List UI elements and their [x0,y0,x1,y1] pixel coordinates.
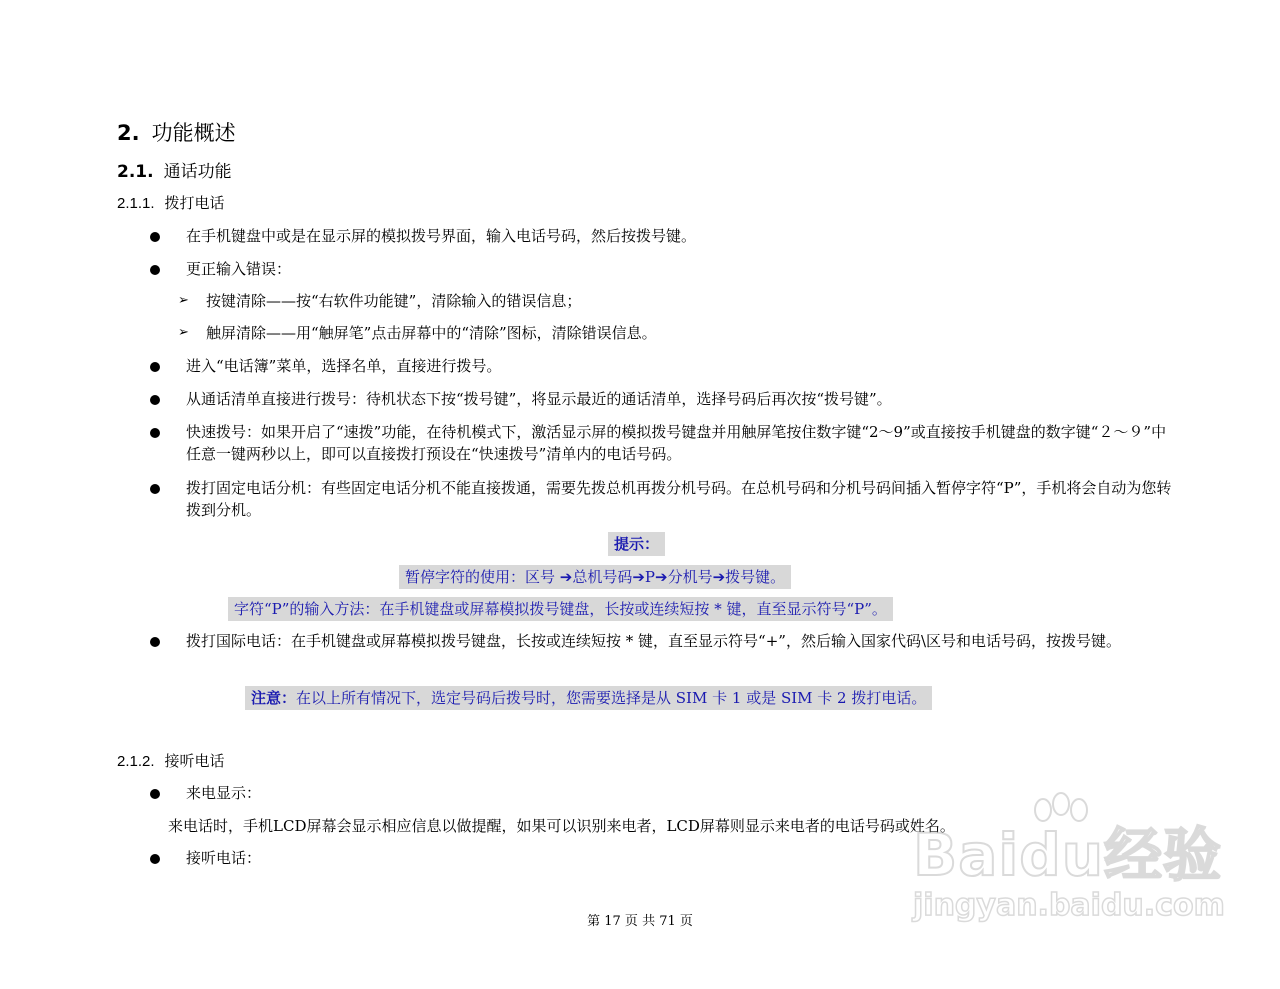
tip-line: 字符“P”的输入方法：在手机键盘或屏幕模拟拨号键盘，长按或连续短按 * 键，直至显示符号“P”。 [228,597,893,621]
bullet-icon [150,484,160,494]
list-item-text: 来电显示： [186,784,262,802]
heading-text: 功能概述 [151,121,236,145]
list-item-text: 接听电话： [186,849,262,867]
watermark-logo-text: Baidu经验 [913,821,1223,889]
bullet-icon [150,232,160,242]
tip-line: 暂停字符的使用：区号 ➔总机号码➔P➔分机号➔拨号键。 [399,565,791,589]
heading-number: 2.1. [117,162,154,182]
heading-functions-overview [117,117,236,147]
list-item-text: 快速拨号：如果开启了“速拨”功能，在待机模式下，激活显示屏的模拟拨号键盘并用触屏笔按住数字键“2～9”或直接按手机键盘的数字键“２～９”中任意一键两秒以上，即可以直接拨打预设在“快速拨号”清单内的电话号码。 [186,423,1167,463]
attention-text: 在以上所有情况下，选定号码后拨号时，您需要选择是从 SIM 卡 1 或是 SIM 卡 2 拨打电话。 [296,689,927,707]
sub-list-item-text: 触屏清除——用“触屏笔”点击屏幕中的“清除”图标，清除错误信息。 [206,324,657,342]
heading-text: 接听电话 [164,752,225,770]
sub-list-item-text: 按键清除——按“右软件功能键”，清除输入的错误信息； [206,292,582,310]
page-footer: 第 17 页 共 71 页 [587,914,693,929]
heading-number: 2. [117,121,140,145]
bullet-icon [150,428,160,438]
list-item-text: 进入“电话簿”菜单，选择名单，直接进行拨号。 [186,357,502,375]
list-item-text: 拨打固定电话分机：有些固定电话分机不能直接拨通，需要先拨总机再拨分机号码。在总机号码和分机号码间插入暂停字符“P”，手机将会自动为您转拨到分机。 [186,479,1172,519]
watermark-url: jingyan.baidu.com [913,888,1225,923]
bullet-icon [150,395,160,405]
paragraph: 来电话时，手机LCD屏幕会显示相应信息以做提醒，如果可以识别来电者，LCD屏幕则显示来电者的电话号码或姓名。 [168,817,955,835]
heading-number: 2.1.2. [117,753,155,770]
list-item-text: 更正输入错误： [186,260,292,278]
tip-title: 提示： [608,532,665,556]
bullet-icon [150,854,160,864]
heading-call-functions [117,157,232,182]
bullet-icon [150,362,160,372]
heading-text: 拨打电话 [164,194,225,212]
heading-answer-call [117,750,225,771]
bullet-icon [150,265,160,275]
baidu-watermark [905,790,1225,940]
heading-dial-call [117,192,225,213]
bullet-icon [150,789,160,799]
list-item-text: 在手机键盘中或是在显示屏的模拟拨号界面，输入电话号码，然后按拨号键。 [186,227,697,245]
bullet-icon [150,637,160,647]
heading-number: 2.1.1. [117,195,155,212]
list-item-text: 拨打国际电话：在手机键盘或屏幕模拟拨号键盘，长按或连续短按 * 键，直至显示符号“+”，然后输入国家代码\区号和电话号码，按拨号键。 [186,632,1122,650]
attention-note [245,686,932,710]
attention-label: 注意： [251,689,297,707]
list-item-text: 从通话清单直接进行拨号：待机状态下按“拨号键”，将显示最近的通话清单，选择号码后再次按“拨号键”。 [186,390,892,408]
heading-text: 通话功能 [163,162,232,182]
arrow-bullet-icon: ➢ [178,325,189,340]
arrow-bullet-icon: ➢ [178,293,189,308]
